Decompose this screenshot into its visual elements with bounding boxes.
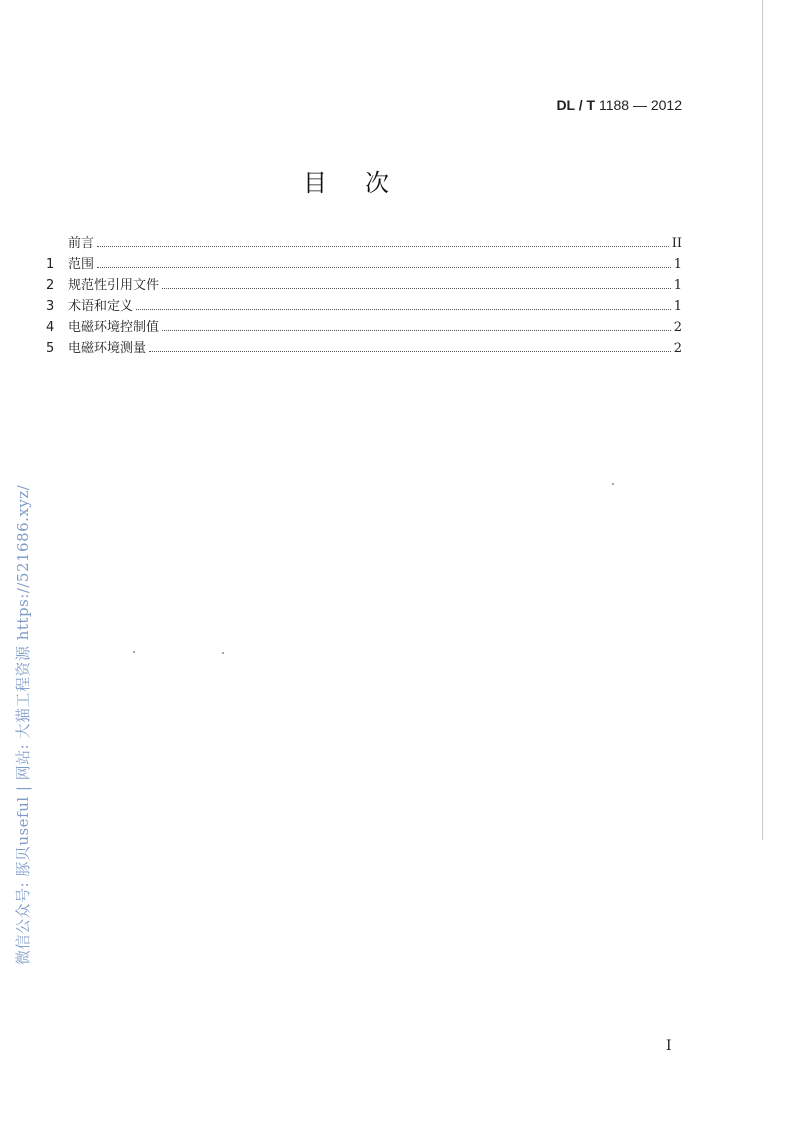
toc-entry-page: 1 bbox=[673, 299, 682, 314]
toc-entry-label: 前言 bbox=[68, 236, 95, 251]
toc-entry-page: II bbox=[671, 236, 682, 251]
toc-entry-label: 电磁环境测量 bbox=[68, 341, 147, 356]
toc-entry-label: 规范性引用文件 bbox=[68, 278, 160, 293]
toc-entry-page: 2 bbox=[673, 341, 682, 356]
toc-entry[interactable] bbox=[46, 274, 682, 295]
scan-edge-line bbox=[762, 0, 763, 840]
scan-speck bbox=[133, 651, 135, 653]
toc-entry-label: 范围 bbox=[68, 257, 95, 272]
toc-leader-dots bbox=[162, 288, 671, 289]
toc-entry-number: 1 bbox=[46, 257, 55, 272]
table-of-contents bbox=[46, 232, 682, 358]
toc-leader-dots bbox=[97, 246, 669, 247]
toc-entry[interactable] bbox=[46, 316, 682, 337]
toc-entry-number: 4 bbox=[46, 320, 55, 335]
toc-entry-page: 1 bbox=[673, 257, 682, 272]
toc-leader-dots bbox=[136, 309, 671, 310]
watermark-text: 微信公众号: 豚贝useful | 网站: 大猫工程资源 https://521686.xyz/ bbox=[14, 484, 32, 965]
toc-entry-label: 电磁环境控制值 bbox=[68, 320, 160, 335]
toc-entry[interactable] bbox=[46, 337, 682, 358]
toc-entry-number: 5 bbox=[46, 341, 55, 356]
toc-entry-number: 3 bbox=[46, 299, 55, 314]
page-title: 目次 bbox=[303, 169, 427, 197]
standard-code-number: 1188 — 2012 bbox=[598, 97, 682, 113]
toc-leader-dots bbox=[97, 267, 671, 268]
standard-code bbox=[556, 97, 682, 113]
scan-speck bbox=[222, 652, 224, 654]
toc-entry[interactable] bbox=[46, 232, 682, 253]
toc-leader-dots bbox=[162, 330, 671, 331]
standard-code-prefix: DL / T bbox=[556, 97, 596, 113]
page-number: I bbox=[666, 1038, 672, 1054]
toc-entry-page: 1 bbox=[673, 278, 682, 293]
toc-entry[interactable] bbox=[46, 295, 682, 316]
toc-entry-label: 术语和定义 bbox=[68, 299, 134, 314]
scan-speck bbox=[612, 483, 614, 485]
toc-entry[interactable] bbox=[46, 253, 682, 274]
toc-entry-page: 2 bbox=[673, 320, 682, 335]
toc-leader-dots bbox=[149, 351, 671, 352]
toc-entry-number: 2 bbox=[46, 278, 55, 293]
